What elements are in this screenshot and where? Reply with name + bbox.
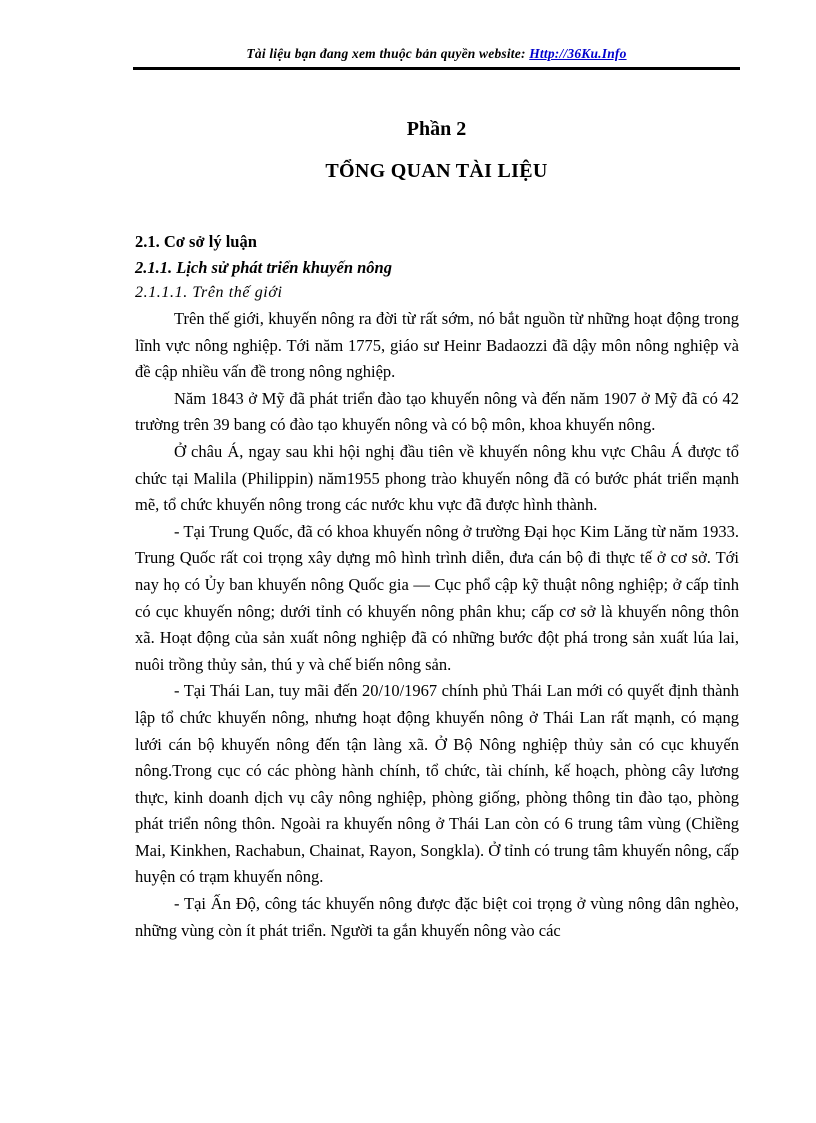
section-heading: 2.1. Cơ sở lý luận — [135, 232, 257, 251]
subsection-heading: 2.1.1. Lịch sử phát triển khuyến nông — [135, 258, 392, 277]
header-divider — [133, 67, 740, 70]
body-text — [135, 306, 739, 944]
paragraph: - Tại Thái Lan, tuy mãi đến 20/10/1967 chính phủ Thái Lan mới có quyết định thành lập tổ chức khuyến nông, nhưng hoạt động khuyến nông ở Thái Lan rất mạnh, có mạng lưới cán bộ khuyến nông đến tận làng xã. Ở Bộ Nông nghiệp thủy sản có cục khuyến nông.Trong cục có các phòng hành chính, tổ chức, tài chính, kế hoạch, phòng cây lương thực, kinh doanh dịch vụ cây nông nghiệp, phòng giống, phòng thông tin đào tạo, phòng phát triển nông thôn. Ngoài ra khuyến nông ở Thái Lan còn có 6 trung tâm vùng (Chiềng Mai, Kinkhen, Rachabun, Chainat, Rayon, Songkla). Ở tỉnh có trung tâm khuyến nông, cấp huyện có trạm khuyến nông. — [135, 681, 739, 887]
website-link[interactable]: Http://36Ku.Info — [529, 46, 627, 61]
chapter-title: TỔNG QUAN TÀI LIỆU — [325, 160, 548, 182]
paragraph: - Tại Ấn Độ, công tác khuyến nông được đặc biệt coi trọng ở vùng nông dân nghèo, những vùng còn ít phát triển. Người ta gắn khuyến nông vào các — [135, 894, 739, 940]
paragraph: Năm 1843 ở Mỹ đã phát triển đào tạo khuyến nông và đến năm 1907 ở Mỹ đã có 42 trường trên 39 bang có đào tạo khuyến nông và có bộ môn, khoa khuyến nông. — [135, 388, 739, 435]
paragraph: Trên thế giới, khuyến nông ra đời từ rất sớm, nó bắt nguồn từ những hoạt động trong lĩnh vực nông nghiệp. Tới năm 1775, giáo sư Heinr Badaozzi đã dậy môn nông nghiệp và đề cập nhiều vấn đề trong nông nghiệp. — [135, 309, 739, 382]
subsubsection-heading: 2.1.1.1. Trên thế giới — [135, 284, 283, 301]
part-label: Phần 2 — [406, 118, 467, 140]
copyright-header — [133, 46, 740, 62]
paragraph: Ở châu Á, ngay sau khi hội nghị đầu tiên về khuyến nông khu vực Châu Á được tổ chức tại Malila (Philippin) năm1955 phong trào khuyến nông đã có bước phát triển mạnh mẽ, tổ chức khuyến nông trong các nước khu vực đã được hình thành. — [135, 441, 739, 515]
paragraph: - Tại Trung Quốc, đã có khoa khuyến nông ở trường Đại học Kim Lăng từ năm 1933. Trung Quốc rất coi trọng xây dựng mô hình trình diễn, đưa cán bộ đi thực tế ở cơ sở. Tới nay họ có Ủy ban khuyến nông Quốc gia — Cục phổ cập kỹ thuật nông nghiệp; ở cấp tỉnh có cục khuyến nông; dưới tỉnh có khuyến nông phân khu; cấp cơ sở là khuyến nông thôn xã. Hoạt động của sản xuất nông nghiệp đã có những bước đột phá trong sản xuất lúa lai, nuôi trồng thủy sản, thú y và chế biến nông sản. — [135, 521, 739, 674]
copyright-text: Tài liệu bạn đang xem thuộc bản quyền website: — [246, 46, 530, 61]
